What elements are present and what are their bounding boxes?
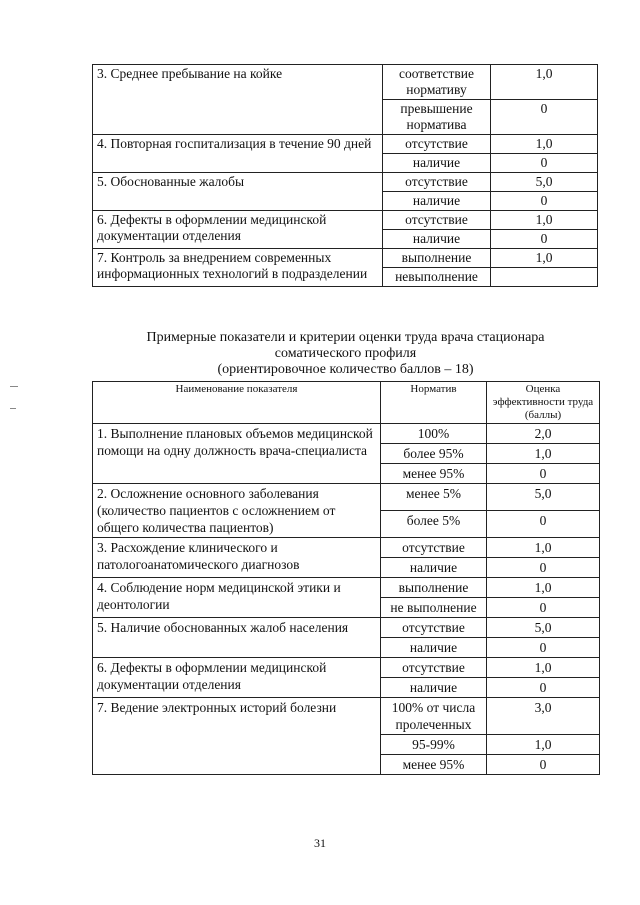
norm-cell: отсутствие — [383, 211, 491, 230]
table-row — [93, 211, 598, 230]
norm-cell: выполнение — [381, 578, 487, 598]
score-cell: 1,0 — [487, 538, 600, 558]
score-cell: 1,0 — [491, 211, 598, 230]
indicator-cell: 4. Соблюдение норм медицинской этики и деонтологии — [93, 578, 381, 618]
table-row — [93, 698, 600, 735]
score-cell — [491, 268, 598, 287]
norm-cell: не выполнение — [381, 598, 487, 618]
norm-cell: наличие — [383, 192, 491, 211]
norm-cell: отсутствие — [381, 658, 487, 678]
norm-cell: отсутствие — [381, 538, 487, 558]
score-cell: 1,0 — [487, 444, 600, 464]
scan-mark — [10, 408, 16, 409]
score-cell: 5,0 — [491, 173, 598, 192]
score-cell: 0 — [487, 511, 600, 538]
norm-cell: менее 5% — [381, 484, 487, 511]
norm-cell: отсутствие — [381, 618, 487, 638]
norm-cell: невыполнение — [383, 268, 491, 287]
indicator-cell: 6. Дефекты в оформлении медицинской документации отделения — [93, 211, 383, 249]
indicator-cell: 6. Дефекты в оформлении медицинской документации отделения — [93, 658, 381, 698]
score-cell: 1,0 — [491, 135, 598, 154]
score-cell: 0 — [487, 638, 600, 658]
table-row — [93, 618, 600, 638]
norm-cell: наличие — [381, 678, 487, 698]
indicator-cell: 3. Среднее пребывание на койке — [93, 65, 383, 135]
norm-cell: соответствие нормативу — [383, 65, 491, 100]
indicator-cell: 1. Выполнение плановых объемов медицинской помощи на одну должность врача-специалиста — [93, 424, 381, 484]
header-norm: Норматив — [381, 382, 487, 424]
section-title-line3: (ориентировочное количество баллов – 18) — [217, 362, 474, 377]
score-cell: 3,0 — [487, 698, 600, 735]
norm-cell: 95-99% — [381, 735, 487, 755]
section-title-line1: Примерные показатели и критерии оценки труда врача стационара — [146, 330, 545, 345]
norm-cell: наличие — [383, 154, 491, 173]
score-cell: 1,0 — [487, 735, 600, 755]
norm-cell: менее 95% — [381, 755, 487, 775]
table-row — [93, 538, 600, 558]
score-cell: 0 — [491, 154, 598, 173]
norm-cell: выполнение — [383, 249, 491, 268]
indicator-cell: 7. Контроль за внедрением современных информационных технологий в подразделении — [93, 249, 383, 287]
table-header-row — [93, 382, 600, 424]
indicator-cell: 5. Наличие обоснованных жалоб населения — [93, 618, 381, 658]
table-row — [93, 424, 600, 444]
score-cell: 2,0 — [487, 424, 600, 444]
indicators-table-continued — [92, 64, 598, 287]
score-cell: 5,0 — [487, 618, 600, 638]
norm-cell: отсутствие — [383, 135, 491, 154]
norm-cell: 100% от числа пролеченных — [381, 698, 487, 735]
score-cell: 5,0 — [487, 484, 600, 511]
section-title — [92, 330, 599, 378]
header-indicator: Наименование показателя — [93, 382, 381, 424]
score-cell: 1,0 — [491, 249, 598, 268]
norm-cell: 100% — [381, 424, 487, 444]
norm-cell: более 5% — [381, 511, 487, 538]
table-row — [93, 658, 600, 678]
norm-cell: превышение норматива — [383, 100, 491, 135]
table-row — [93, 65, 598, 100]
table-row — [93, 173, 598, 192]
norm-cell: менее 95% — [381, 464, 487, 484]
score-cell: 1,0 — [491, 65, 598, 100]
indicator-cell: 5. Обоснованные жалобы — [93, 173, 383, 211]
physician-indicators-table — [92, 381, 600, 775]
score-cell: 0 — [487, 464, 600, 484]
section-title-line2: соматического профиля — [274, 346, 417, 361]
indicator-cell: 4. Повторная госпитализация в течение 90 дней — [93, 135, 383, 173]
score-cell: 0 — [487, 755, 600, 775]
table-row — [93, 135, 598, 154]
page-number: 31 — [314, 836, 326, 850]
norm-cell: отсутствие — [383, 173, 491, 192]
score-cell: 0 — [487, 678, 600, 698]
score-cell: 0 — [491, 192, 598, 211]
indicator-cell: 2. Осложнение основного заболевания (количество пациентов с осложнением от общего количества пациентов) — [93, 484, 381, 538]
norm-cell: более 95% — [381, 444, 487, 464]
table-row — [93, 578, 600, 598]
score-cell: 0 — [491, 100, 598, 135]
score-cell: 0 — [487, 598, 600, 618]
indicator-cell: 7. Ведение электронных историй болезни — [93, 698, 381, 775]
indicator-cell: 3. Расхождение клинического и патологоанатомического диагнозов — [93, 538, 381, 578]
score-cell: 1,0 — [487, 578, 600, 598]
norm-cell: наличие — [381, 638, 487, 658]
score-cell: 0 — [487, 558, 600, 578]
score-cell: 1,0 — [487, 658, 600, 678]
norm-cell: наличие — [381, 558, 487, 578]
scan-mark — [10, 386, 18, 387]
norm-cell: наличие — [383, 230, 491, 249]
table-row — [93, 484, 600, 511]
header-score: Оценка эффективности труда (баллы) — [487, 382, 600, 424]
table-row — [93, 249, 598, 268]
score-cell: 0 — [491, 230, 598, 249]
